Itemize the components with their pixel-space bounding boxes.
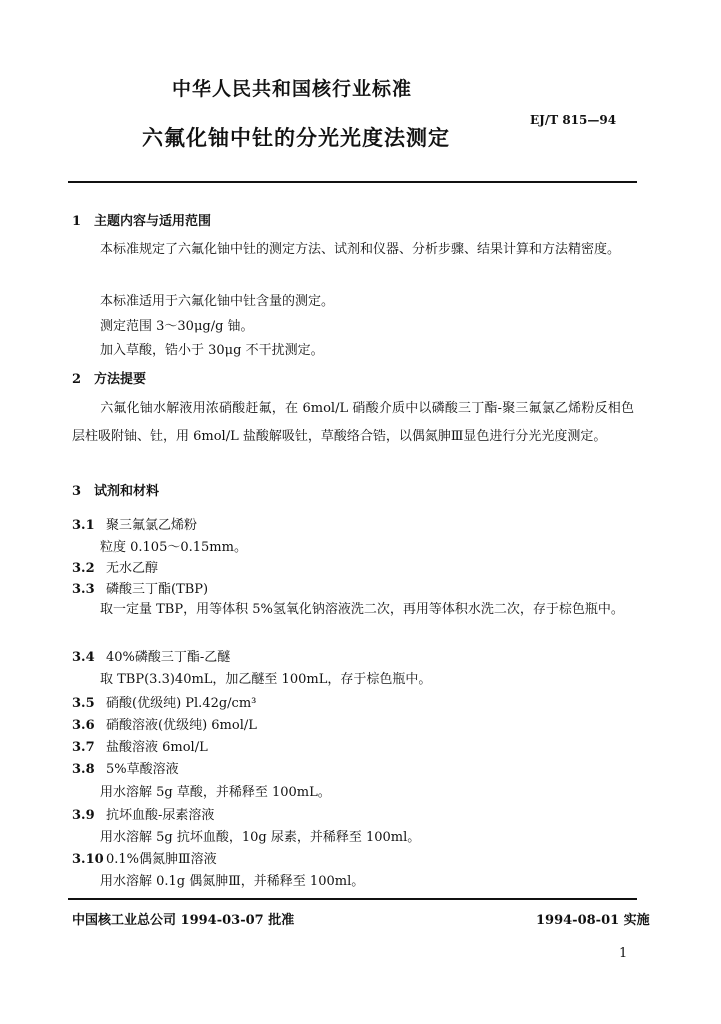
section-1-paragraph-4: 加入草酸，锆小于 30μg 不干扰测定。 [100, 343, 324, 358]
item-number: 3.1 [72, 518, 95, 533]
item-3-4-detail: 取 TBP(3.3)40mL，加乙醚至 100mL，存于棕色瓶中。 [100, 672, 432, 687]
item-title: 抗坏血酸-尿素溶液 [106, 808, 215, 823]
section-1-paragraph-1 [72, 236, 634, 264]
item-number: 3.7 [72, 740, 95, 755]
item-3-10 [72, 848, 217, 867]
item-number: 3.10 [72, 852, 104, 867]
section-1-heading [72, 210, 211, 229]
item-3-9 [72, 804, 214, 823]
item-title: 5%草酸溶液 [106, 762, 179, 777]
section-number: 3 [72, 484, 82, 499]
item-title: 盐酸溶液 6mol/L [106, 740, 208, 755]
item-3-4 [72, 646, 230, 665]
effective-date-line: 1994-08-01 实施 [536, 913, 650, 928]
standard-code: EJ/T 815—94 [530, 113, 617, 127]
paragraph-text: 六氟化铀水解液用浓硝酸赶氟，在 6mol/L 硝酸介质中以磷酸三丁酯-聚三氟氯乙烯粉反相色层柱吸附铀、钍，用 6mol/L 盐酸解吸钍，草酸络合锆，以偶氮胂Ⅲ显色进行分光光度测定。 [72, 401, 634, 444]
item-3-3 [72, 578, 208, 597]
item-number: 3.5 [72, 696, 95, 711]
section-3-heading [72, 480, 159, 499]
item-title: 聚三氟氯乙烯粉 [106, 518, 198, 533]
item-3-3-detail [72, 596, 634, 624]
section-2-paragraph [72, 395, 634, 451]
item-3-6 [72, 714, 257, 733]
section-title: 试剂和材料 [94, 484, 160, 499]
paragraph-text: 取一定量 TBP，用等体积 5%氢氧化钠溶液洗二次，再用等体积水洗二次，存于棕色瓶中。 [100, 602, 624, 617]
approval-line: 中国核工业总公司 1994-03-07 批准 [72, 913, 295, 928]
header-divider [68, 181, 637, 183]
item-number: 3.9 [72, 808, 95, 823]
item-number: 3.2 [72, 561, 95, 576]
section-1-paragraph-3: 测定范围 3～30μg/g 铀。 [100, 319, 254, 334]
section-number: 1 [72, 214, 82, 229]
item-title: 0.1%偶氮胂Ⅲ溶液 [106, 852, 217, 867]
item-number: 3.8 [72, 762, 95, 777]
item-3-1-detail: 粒度 0.105～0.15mm。 [100, 540, 247, 555]
item-3-10-detail: 用水溶解 0.1g 偶氮胂Ⅲ，并稀释至 100ml。 [100, 874, 365, 889]
section-title: 方法提要 [94, 372, 147, 387]
page-number: 1 [619, 946, 628, 961]
item-number: 3.4 [72, 650, 95, 665]
section-2-heading [72, 368, 146, 387]
item-title: 硝酸溶液(优级纯) 6mol/L [106, 718, 257, 733]
item-title: 磷酸三丁酯(TBP) [106, 582, 209, 597]
paragraph-text: 本标准规定了六氟化铀中钍的测定方法、试剂和仪器、分析步骤、结果计算和方法精密度。 [100, 242, 621, 257]
item-3-8-detail: 用水溶解 5g 草酸，并稀释至 100mL。 [100, 785, 331, 800]
item-3-9-detail: 用水溶解 5g 抗坏血酸，10g 尿素，并稀释至 100ml。 [100, 830, 421, 845]
item-3-2 [72, 557, 158, 576]
item-title: 40%磷酸三丁酯-乙醚 [106, 650, 231, 665]
item-number: 3.3 [72, 582, 95, 597]
item-number: 3.6 [72, 718, 95, 733]
item-title: 硝酸(优级纯) Pl.42g/cm³ [106, 696, 257, 711]
document-title: 六氟化铀中钍的分光光度法测定 [142, 126, 450, 150]
standard-org-heading: 中华人民共和国核行业标准 [172, 78, 413, 100]
item-3-5 [72, 692, 256, 711]
section-number: 2 [72, 372, 82, 387]
footer-divider [68, 898, 637, 900]
item-3-8 [72, 758, 179, 777]
section-1-paragraph-2: 本标准适用于六氟化铀中钍含量的测定。 [100, 294, 335, 309]
section-title: 主题内容与适用范围 [94, 214, 212, 229]
item-3-7 [72, 736, 208, 755]
item-title: 无水乙醇 [106, 561, 159, 576]
item-3-1 [72, 514, 197, 533]
